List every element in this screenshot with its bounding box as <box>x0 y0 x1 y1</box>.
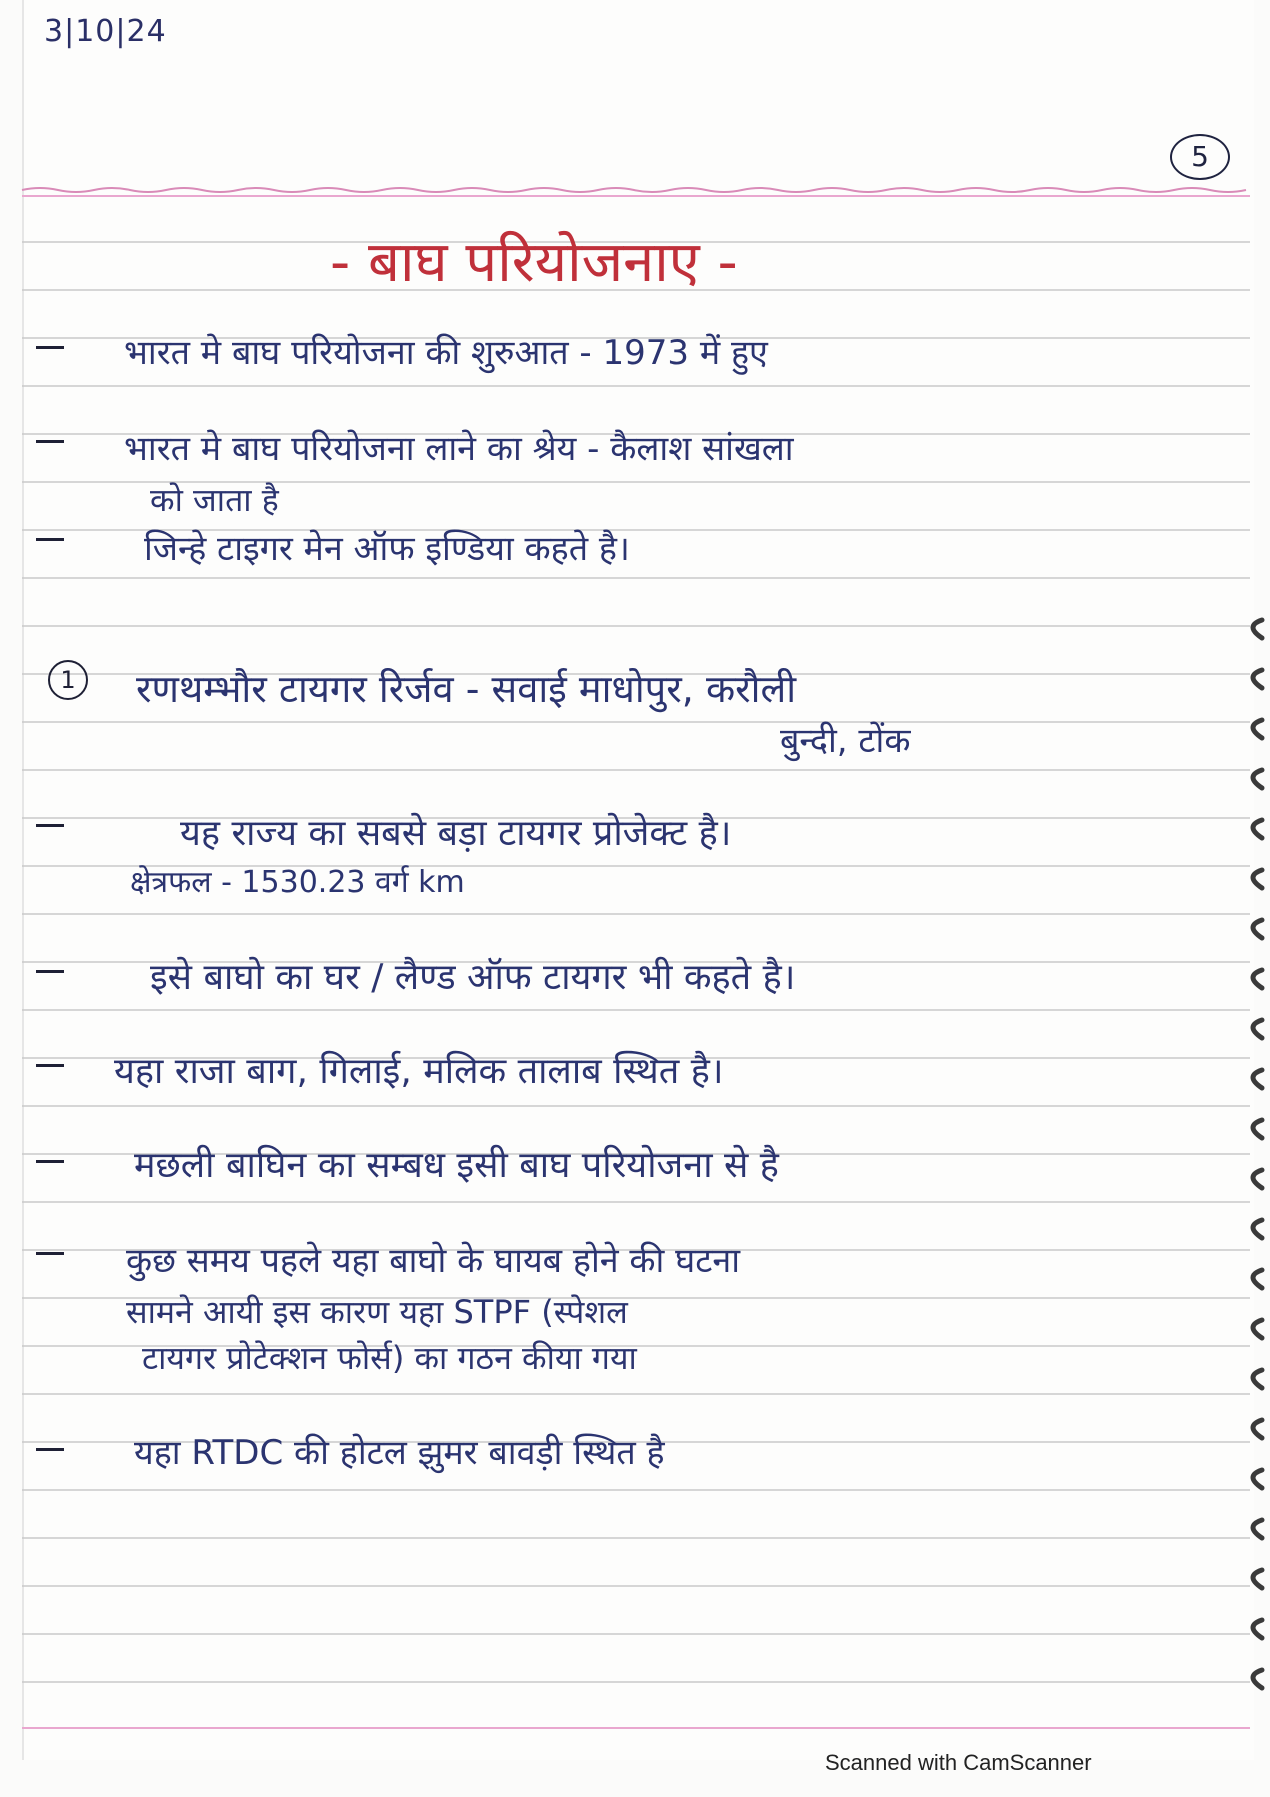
page-title: - बाघ परियोजनाए - <box>330 230 738 295</box>
date-note: 3|10|24 <box>44 14 167 49</box>
note-line: को जाता है <box>150 481 279 519</box>
bullet-dash <box>36 824 64 827</box>
note-line: जिन्हे टाइगर मेन ऑफ इण्डिया कहते है। <box>144 529 630 569</box>
page-number-circle: 5 <box>1170 134 1230 180</box>
note-line: भारत मे बाघ परियोजना लाने का श्रेय - कैलाश सांखला <box>124 429 794 469</box>
spiral-binding <box>1232 600 1270 1730</box>
bullet-dash <box>36 440 64 443</box>
note-line: यहा राजा बाग, गिलाई, मलिक तालाब स्थित है। <box>114 1051 724 1092</box>
note-line: सामने आयी इस कारण यहा STPF (स्पेशल <box>126 1293 628 1331</box>
note-line: यहा RTDC की होटल झुमर बावड़ी स्थित है <box>134 1433 665 1473</box>
note-line: रणथम्भौर टायगर रिर्जव - सवाई माधोपुर, करौली <box>136 667 797 711</box>
note-line: भारत मे बाघ परियोजना की शुरुआत - 1973 में हुए <box>124 333 768 373</box>
scanner-watermark: Scanned with CamScanner <box>825 1750 1092 1775</box>
note-line: इसे बाघो का घर / लैण्ड ऑफ टायगर भी कहते है। <box>150 957 796 998</box>
bullet-dash <box>36 970 64 973</box>
note-line: मछली बाघिन का सम्बध इसी बाघ परियोजना से है <box>134 1145 779 1186</box>
section-number-circle: 1 <box>48 660 88 700</box>
bullet-dash <box>36 1160 64 1163</box>
note-line: क्षेत्रफल - 1530.23 वर्ग km <box>130 865 465 900</box>
bullet-dash <box>36 1252 64 1255</box>
bullet-dash <box>36 346 64 349</box>
note-line: कुछ समय पहले यहा बाघो के घायब होने की घटना <box>126 1241 741 1281</box>
bullet-dash <box>36 1448 64 1451</box>
note-line: बुन्दी, टोंक <box>780 721 911 761</box>
bullet-dash <box>36 538 64 541</box>
bullet-dash <box>36 1064 64 1067</box>
note-line: यह राज्य का सबसे बड़ा टायगर प्रोजेक्ट है। <box>180 813 732 854</box>
note-line: टायगर प्रोटेक्शन फोर्स) का गठन कीया गया <box>142 1339 637 1377</box>
